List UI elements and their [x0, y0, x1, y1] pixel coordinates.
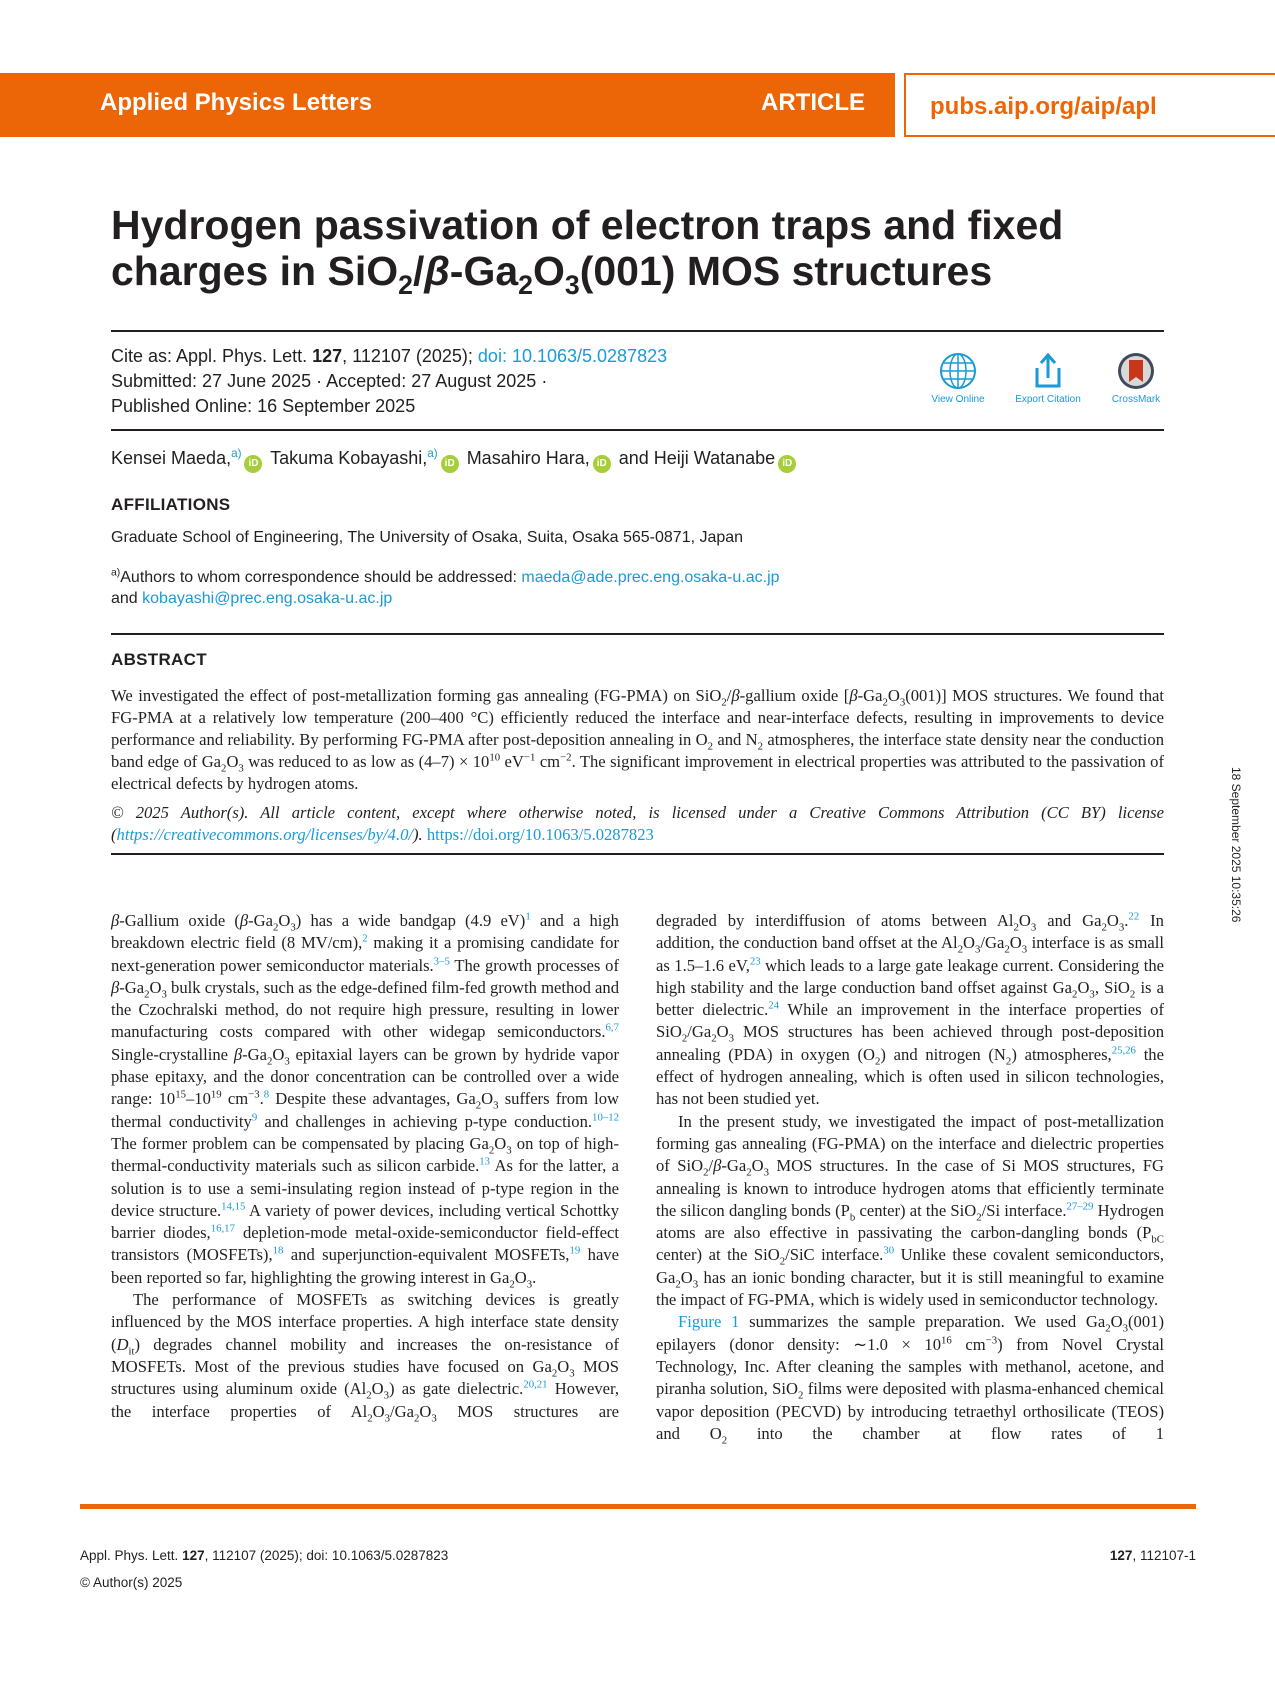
paragraph: degraded by interdiffusion of atoms between $Al_2O_3$ and $Ga_2O_3.^{22}$ In addition, the conduction band offset at the $Al_2O_3/Ga_2O_3$ interface is as small as 1.5–1.6 eV,$^{23}$ which leads to a large gate leakage current. Considering the high stability and the large conduction band offset against $Ga_2O_3$, SiO$_2$ is a better dielectric.$^{24}$ While an improvement in the interface properties of $SiO_2/Ga_2O_3$ MOS structures has been achieved through post-deposition annealing (PDA) in oxygen $(O_2)$ and nitrogen $(N_2)$ atmospheres,$^{25,26}$ the effect of hydrogen annealing, which is often used in silicon technologies, has not been studied yet. [656, 910, 1165, 1109]
license-text: © 2025 Author(s). All article content, except where otherwise noted, is licensed under a Creative Commons Attribution (CC BY) license (https://creativecommons.org/licenses/by/4.0/). https://doi.org/10.1063/5.0287823 [111, 803, 1164, 844]
cite-text: Cite as: Appl. Phys. Lett. 127, 112107 (2025); [111, 346, 478, 366]
orcid-icon[interactable]: iD [778, 455, 796, 473]
published-line: Published Online: 16 September 2025 [111, 396, 416, 416]
paragraph: In the present study, we investigated the impact of post-metallization forming gas annealing (FG-PMA) on the interface and dielectric properties of $SiO_2/\beta-Ga_2O_3$ MOS structures. In the case of Si MOS structures, FG annealing is known to introduce hydrogen atoms that efficiently terminate the silicon dangling bonds ($P_b$ center) at the SiO$_2$/Si interface.$^{27-29}$ Hydrogen atoms are also effective in passivating the carbon-dangling bonds ($P_{bC}$ center) at the SiO$_2$/SiC interface.$^{30}$ Unlike these covalent semiconductors, $Ga_2O_3$ has an ionic bonding character, but it is still meaningful to examine the impact of FG-PMA, which is widely used in semiconductor technology. [656, 1111, 1165, 1310]
journal-name[interactable]: Applied Physics Letters [100, 89, 373, 116]
journal-banner [0, 73, 895, 137]
email-link[interactable]: kobayashi@prec.eng.osaka-u.ac.jp [142, 590, 393, 607]
paragraph: Figure 1 summarizes the sample preparation. We used $Ga_2O_3(001)$ epilayers (donor density: ∼1.0 × $10^{16}$ $cm^{-3}$) from Novel Crystal Technology, Inc. After cleaning the samples with methanol, acetone, and piranha solution, SiO$_2$ films were deposited with plasma-enhanced chemical vapor deposition (PECVD) by introducing tetraethyl orthosilicate (TEOS) and $O_2$ into the chamber at flow rates of 1 [656, 1312, 1165, 1447]
affiliations-heading: AFFILIATIONS [111, 495, 231, 514]
crossmark-button[interactable] [1101, 352, 1171, 405]
footer-rule [80, 1504, 1196, 1509]
journal-url[interactable]: pubs.aip.org/aip/apl [930, 93, 1157, 120]
crossmark-label: CrossMark [1111, 394, 1161, 405]
abstract-text: We investigated the effect of post-metallization forming gas annealing (FG-PMA) on SiO$_2$/β-gallium oxide $[\beta-Ga_2O_3(001)]$ MOS structures. We found that FG-PMA at a relatively low temperature (200–400 °C) efficiently reduced the interface and near-interface defects, resulting in improvements to device performance and reliability. By performing FG-PMA after post-deposition annealing in $O_2$ and $N_2$ atmospheres, the interface state density near the conduction band edge of $Ga_2O_3$ was reduced to as low as $(4-7) \times 10^{10}$ $eV^{-1}$ $cm^{-2}$. The significant improvement in electrical properties was attributed to the passivation of electrical defects by hydrogen atoms. [111, 686, 1165, 793]
doi-link[interactable]: doi: 10.1063/5.0287823 [477, 346, 668, 366]
email-link[interactable]: maeda@ade.prec.eng.osaka-u.ac.jp [521, 569, 780, 586]
paper-title: Hydrogen passivation of electron traps and fixed charges in $SiO_2/\beta-Ga_2O_3(001)$ MOS structures [111, 202, 1064, 301]
author[interactable]: and Heiji Watanabe [618, 448, 776, 468]
body-column-right [656, 910, 1164, 1445]
export-citation-label: Export Citation [1015, 394, 1081, 405]
abstract-heading: ABSTRACT [111, 650, 207, 669]
orcid-icon[interactable]: iD [244, 455, 262, 473]
divider [111, 633, 1164, 635]
journal-url-box [904, 73, 1275, 137]
divider [111, 429, 1164, 431]
orcid-icon[interactable]: iD [441, 455, 459, 473]
submitted-line: Submitted: 27 June 2025 · Accepted: 27 August 2025 · [111, 371, 548, 391]
citation-line [111, 344, 667, 369]
download-timestamp: 18 September 2025 10:35:26 [1229, 767, 1243, 923]
article-type: ARTICLE [761, 89, 865, 116]
globe-icon [939, 352, 977, 390]
export-citation-button[interactable] [1013, 352, 1083, 405]
divider [111, 330, 1164, 332]
view-online-label: View Online [931, 394, 985, 405]
divider [111, 853, 1164, 855]
body-column-left [111, 910, 619, 1423]
author[interactable]: Takuma Kobayashi,$^{a)}$ [270, 447, 438, 468]
paragraph: The performance of MOSFETs as switching devices is greatly influenced by the MOS interface properties. A high interface state density $(D_{it})$ degrades channel mobility and increases the on-resistance of MOSFETs. Most of the previous studies have focused on $Ga_2O_3$ MOS structures using aluminum oxide $(Al_2O_3)$ as gate dielectric.$^{20,21}$ However, the interface properties of $Al_2O_3/Ga_2O_3$ MOS structures are [111, 1290, 620, 1424]
affiliation-text: Graduate School of Engineering, The University of Osaka, Suita, Osaka 565-0871, Japan [111, 529, 744, 546]
page-number: 127, 112107-1 [1109, 1548, 1196, 1563]
author[interactable]: Kensei Maeda,$^{a)}$ [111, 447, 242, 468]
view-online-button[interactable] [923, 352, 993, 405]
author[interactable]: Masahiro Hara, [466, 448, 590, 468]
paragraph: β-Gallium oxide $(\beta-Ga_2O_3)$ has a wide bandgap (4.9 eV)$^1$ and a high breakdown electric field (8 MV/cm),$^2$ making it a promising candidate for next-generation power semiconductor materials.$^{3-5}$ The growth processes of $\beta-Ga_2O_3$ bulk crystals, such as the edge-defined film-fed growth method and the Czochralski method, do not require high pressure, resulting in lower manufacturing costs compared with other widegap semiconductors.$^{6,7}$ Single-crystalline $\beta-Ga_2O_3$ epitaxial layers can be grown by hydride vapor phase epitaxy, and the donor concentration can be controlled over a wide range: $10^{15}-10^{19}$ $cm^{-3}.^8$ Despite these advantages, $Ga_2O_3$ suffers from low thermal conductivity$^9$ and challenges in achieving p-type conduction.$^{10-12}$ The former problem can be compensated by placing $Ga_2O_3$ on top of high-thermal-conductivity materials such as silicon carbide.$^{13}$ As for the latter, a solution is to use a semi-insulating region instead of p-type region in the device structure.$^{14,15}$ A variety of power devices, including vertical Schottky barrier diodes,$^{16,17}$ depletion-mode metal-oxide-semiconductor field-effect transistors (MOSFETs),$^{18}$ and superjunction-equivalent MOSFETs,$^{19}$ have been reported so far, highlighting the growing interest in $Ga_2O_3$. [111, 910, 620, 1291]
orcid-icon[interactable]: iD [593, 455, 611, 473]
correspondence: $^{a)}$Authors to whom correspondence should be addressed: maeda@ade.prec.eng.osaka-u.ac.jp and kobayashi@prec.eng.osaka-u.ac.jp [111, 567, 780, 607]
crossmark-icon [1117, 352, 1155, 390]
author-list [111, 448, 799, 473]
export-icon [1029, 352, 1067, 390]
footer-citation: Appl. Phys. Lett. 127, 112107 (2025); doi: 10.1063/5.0287823 [80, 1548, 449, 1563]
footer-copyright: © Author(s) 2025 [80, 1575, 183, 1590]
